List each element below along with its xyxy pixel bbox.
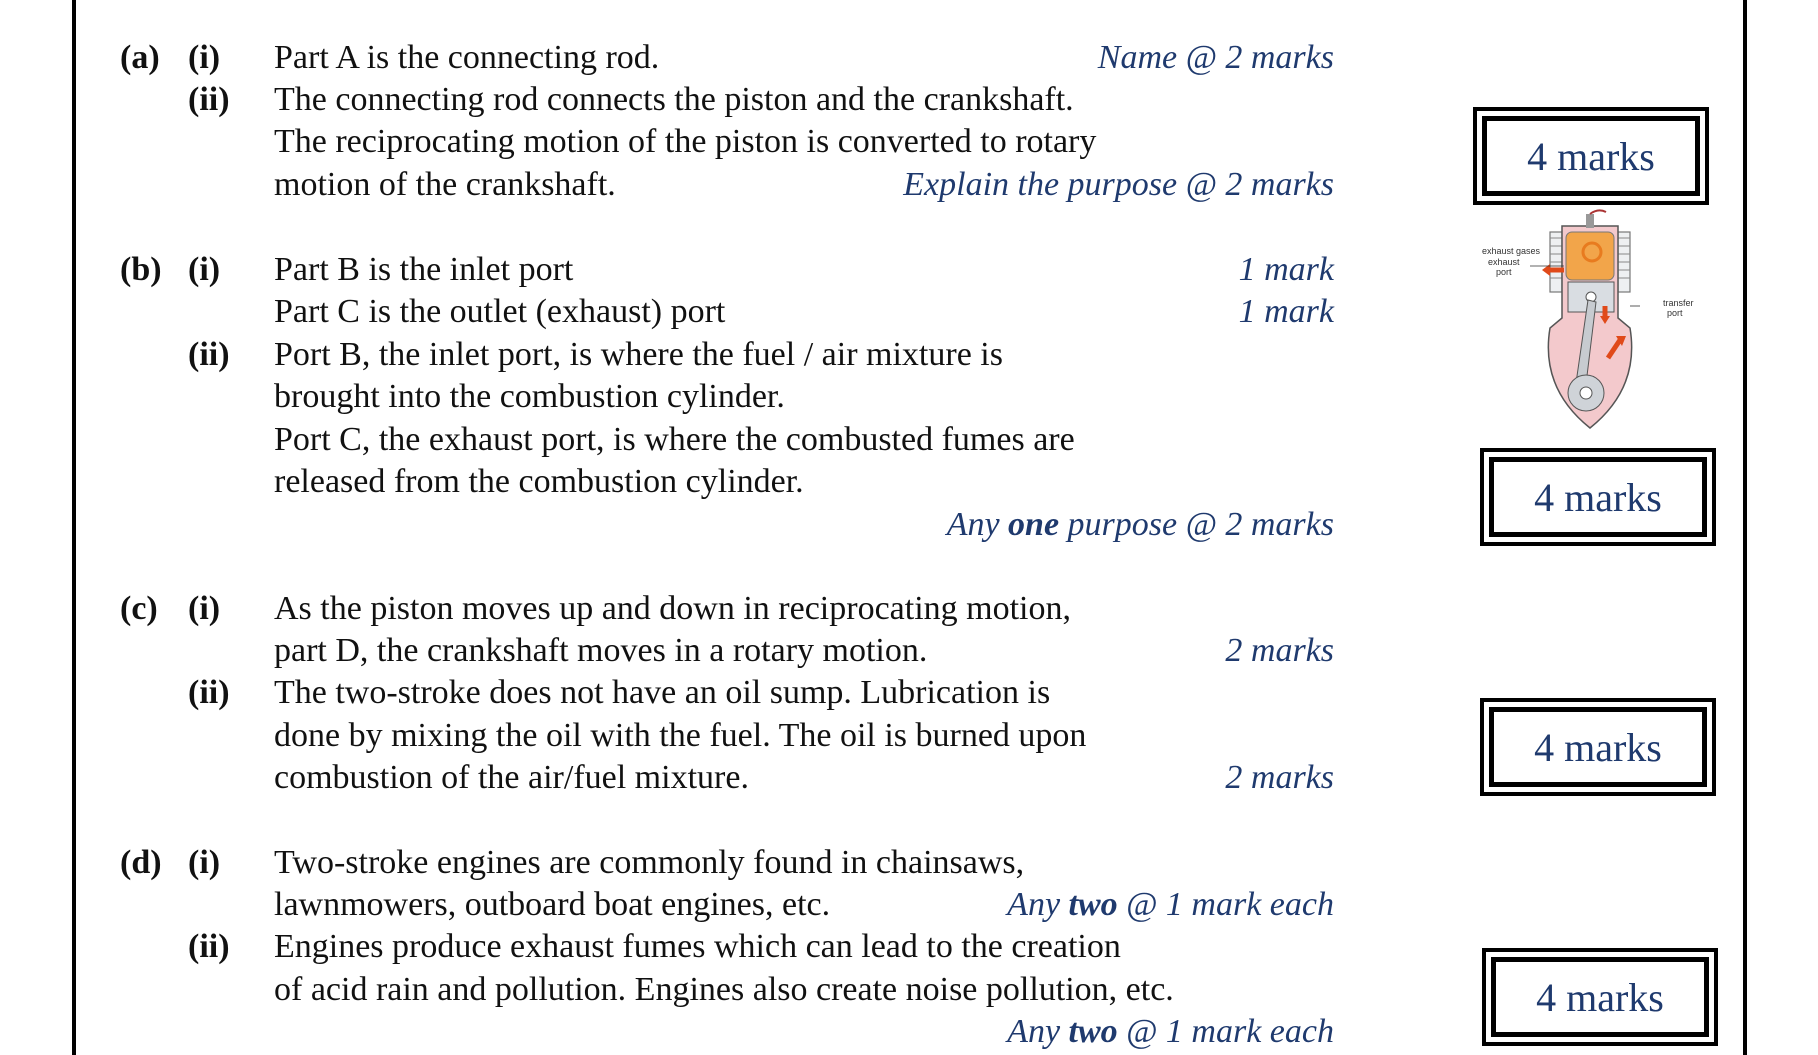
section-c-i-line: part D, the crankshaft moves in a rotary motion. [274, 632, 928, 669]
section-d-label: (d) [120, 844, 162, 881]
section-c-marks-box [1480, 698, 1716, 796]
section-b-ii-line: Port B, the inlet port, is where the fuel / air mixture is [274, 336, 1003, 373]
section-a-i-label: (i) [188, 39, 221, 76]
caption-transfer-port: transfer [1663, 298, 1694, 308]
section-d-i-mark: Any two @ 1 mark each [1007, 886, 1334, 923]
section-c-ii-mark: 2 marks [1225, 759, 1334, 796]
section-d-marks-text: 4 marks [1491, 957, 1709, 1037]
section-b-i-mark: 1 mark [1238, 293, 1334, 330]
section-a-ii-line: The reciprocating motion of the piston is converted to rotary [274, 123, 1097, 160]
section-d-i-line: Two-stroke engines are commonly found in chainsaws, [274, 844, 1025, 881]
section-c-i-label: (i) [188, 590, 221, 627]
section-b-ii-line: Port C, the exhaust port, is where the combusted fumes are [274, 421, 1075, 458]
section-c-i-mark: 2 marks [1225, 632, 1334, 669]
section-b-i-label: (i) [188, 251, 221, 288]
section-a-label: (a) [120, 39, 160, 76]
section-a-i-text: Part A is the connecting rod. [274, 39, 660, 76]
section-c-ii-line: done by mixing the oil with the fuel. The oil is burned upon [274, 717, 1087, 754]
section-b-ii-line: brought into the combustion cylinder. [274, 378, 785, 415]
section-b-marks-text: 4 marks [1489, 457, 1707, 537]
section-a-ii-mark: Explain the purpose @ 2 marks [903, 166, 1334, 203]
section-c-i-line: As the piston moves up and down in reciprocating motion, [274, 590, 1071, 627]
section-a-marks-text: 4 marks [1482, 116, 1700, 196]
caption-exhaust-port: exhaust [1488, 257, 1520, 267]
section-b-ii-mark: Any one purpose @ 2 marks [946, 506, 1334, 543]
section-d-ii-line: Engines produce exhaust fumes which can lead to the creation [274, 928, 1121, 965]
section-b-i-mark: 1 mark [1238, 251, 1334, 288]
section-b-i-line: Part B is the inlet port [274, 251, 574, 288]
section-a-ii-line: The connecting rod connects the piston and the crankshaft. [274, 81, 1074, 118]
section-c-marks-text: 4 marks [1489, 707, 1707, 787]
section-d-i-line: lawnmowers, outboard boat engines, etc. [274, 886, 831, 923]
section-d-ii-label: (ii) [188, 928, 230, 965]
section-d-ii-mark: Any two @ 1 mark each [1007, 1013, 1334, 1050]
section-d-marks-box [1482, 948, 1718, 1046]
section-b-label: (b) [120, 251, 162, 288]
section-a-i-mark: Name @ 2 marks [1097, 39, 1334, 76]
section-b-i-line: Part C is the outlet (exhaust) port [274, 293, 726, 330]
section-d-ii-line: of acid rain and pollution. Engines also create noise pollution, etc. [274, 971, 1174, 1008]
section-a-ii-label: (ii) [188, 81, 230, 118]
caption-exhaust-gases: exhaust gases [1482, 246, 1541, 256]
page-border-left [72, 0, 76, 1055]
section-c-label: (c) [120, 590, 158, 627]
two-stroke-engine-diagram [1480, 208, 1710, 434]
caption-exhaust-port: port [1496, 267, 1512, 277]
section-b-ii-label: (ii) [188, 336, 230, 373]
section-c-ii-line: The two-stroke does not have an oil sump. Lubrication is [274, 674, 1051, 711]
engine-illustration [1480, 208, 1710, 434]
section-a-marks-box [1473, 107, 1709, 205]
section-d-i-label: (i) [188, 844, 221, 881]
page-border-right [1743, 0, 1747, 1055]
section-c-ii-label: (ii) [188, 674, 230, 711]
caption-transfer-port: port [1667, 308, 1683, 318]
section-a-ii-line: motion of the crankshaft. [274, 166, 616, 203]
section-c-ii-line: combustion of the air/fuel mixture. [274, 759, 749, 796]
section-b-ii-line: released from the combustion cylinder. [274, 463, 804, 500]
section-b-marks-box [1480, 448, 1716, 546]
